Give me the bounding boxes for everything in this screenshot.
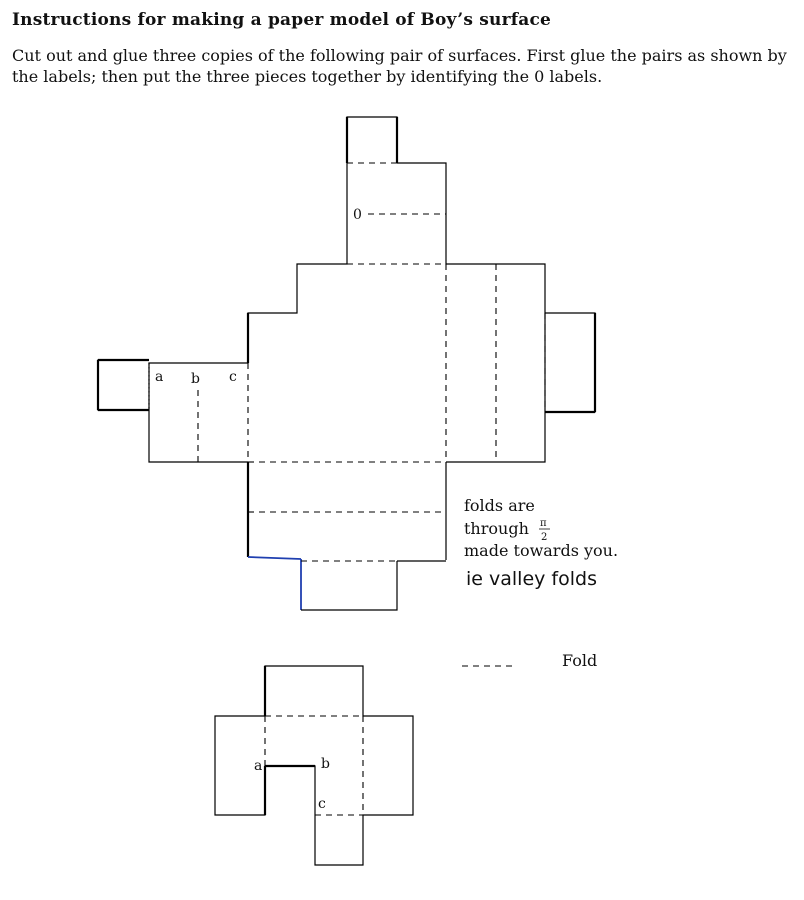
left-tab-outline bbox=[98, 360, 149, 410]
legend bbox=[462, 651, 597, 670]
instructions-paragraph: Cut out and glue three copies of the following pair of surfaces. First glue the pairs as shown by the labels; then put the three pieces together by identifying the 0 labels. bbox=[12, 46, 787, 86]
small-label-c: c bbox=[318, 796, 326, 812]
fold-note-line3: made towards you. bbox=[464, 541, 619, 560]
small-label-b: b bbox=[321, 756, 330, 772]
net-large-outline bbox=[149, 163, 545, 462]
fold-note-two: 2 bbox=[541, 532, 548, 543]
label-zero: 0 bbox=[353, 207, 362, 223]
bottom-tab-outline bbox=[301, 561, 446, 610]
right-tab-outline bbox=[545, 313, 595, 412]
blue-edge-horizontal bbox=[248, 557, 301, 559]
fold-note bbox=[464, 496, 618, 590]
fold-note-line1: folds are bbox=[464, 496, 535, 515]
fold-note-pi: π bbox=[540, 518, 547, 529]
fold-note-line2: through bbox=[464, 519, 529, 538]
page-title: Instructions for making a paper model of Boy’s surface bbox=[12, 10, 552, 30]
small-label-a: a bbox=[254, 758, 263, 774]
fold-note-line4: ie valley folds bbox=[466, 568, 597, 590]
label-c: c bbox=[229, 369, 237, 385]
top-tab-outline bbox=[347, 117, 397, 163]
legend-fold-label: Fold bbox=[562, 651, 598, 670]
net-small bbox=[215, 666, 413, 865]
label-a: a bbox=[155, 369, 164, 385]
lower-outline bbox=[248, 462, 446, 560]
label-b: b bbox=[191, 371, 200, 387]
